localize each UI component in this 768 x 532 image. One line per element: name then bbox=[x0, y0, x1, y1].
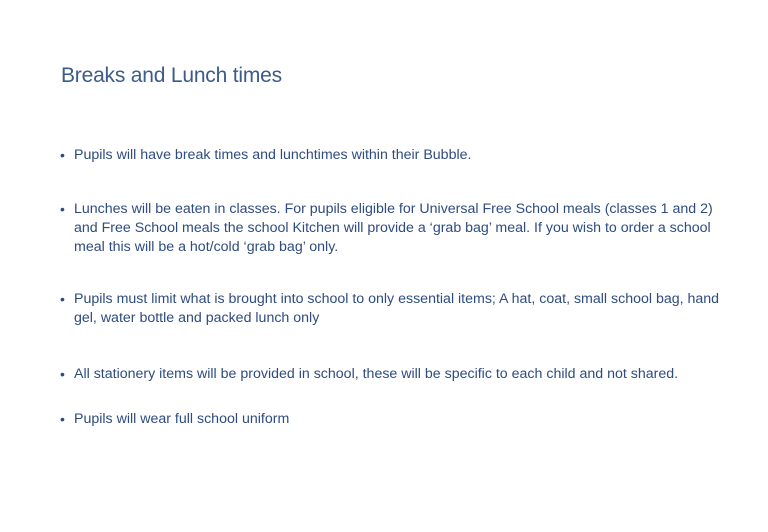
bullet-icon: • bbox=[60, 291, 65, 307]
bullet-item-essential-items bbox=[60, 290, 724, 328]
bullet-item-stationery bbox=[60, 365, 724, 384]
bullet-text: Pupils must limit what is brought into school to only essential items; A hat, coat, small school bag, hand gel, water bottle and packed lunch only bbox=[74, 291, 720, 326]
bullet-icon: • bbox=[60, 147, 65, 163]
bullet-item-break-times bbox=[60, 146, 724, 165]
bullet-icon: • bbox=[60, 366, 65, 382]
bullet-text: Pupils will have break times and lunchtimes within their Bubble. bbox=[74, 147, 472, 163]
bullet-text: Lunches will be eaten in classes. For pupils eligible for Universal Free School meals (classes 1 and 2) and Free School meals the school Kitchen will provide a ‘grab bag’ meal. If you wish to order a school meal this will be a hot/cold ‘grab bag’ only. bbox=[74, 201, 713, 255]
bullet-item-lunches bbox=[60, 200, 724, 257]
bullet-icon: • bbox=[60, 201, 65, 217]
bullet-text: All stationery items will be provided in school, these will be specific to each child and not shared. bbox=[74, 366, 679, 382]
slide-title: Breaks and Lunch times bbox=[61, 64, 282, 87]
bullet-item-uniform bbox=[60, 410, 724, 429]
bullet-text: Pupils will wear full school uniform bbox=[74, 411, 290, 427]
bullet-icon: • bbox=[60, 411, 65, 427]
